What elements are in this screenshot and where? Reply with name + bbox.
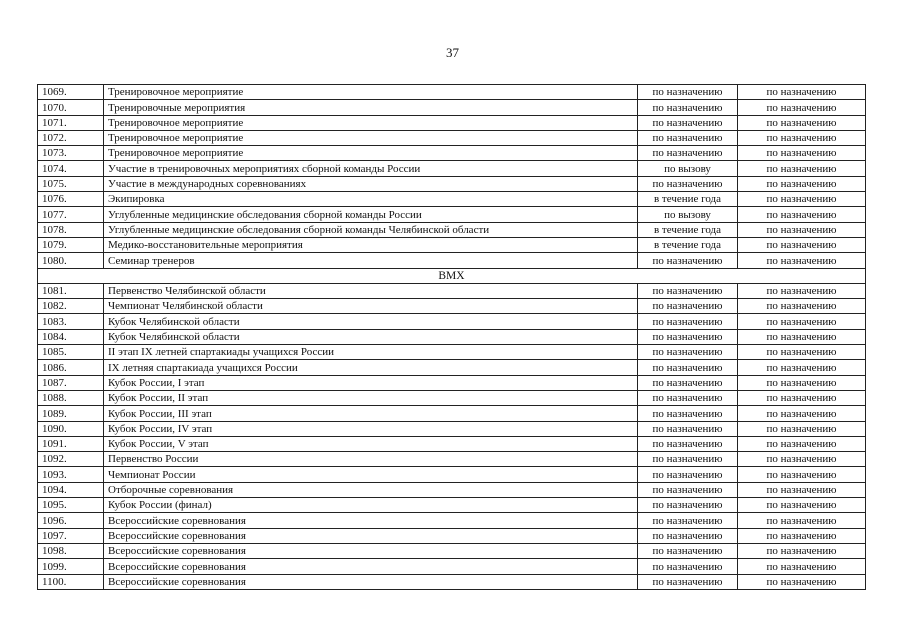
page-number: 37	[446, 45, 459, 60]
event-period-cell: по вызову	[638, 207, 738, 222]
row-number-cell: 1077.	[38, 207, 104, 222]
table-row	[38, 390, 866, 405]
row-number-cell: 1099.	[38, 559, 104, 574]
event-name-cell: Кубок России, II этап	[104, 390, 638, 405]
event-name-cell: Тренировочное мероприятие	[104, 85, 638, 100]
table-row	[38, 467, 866, 482]
table-row	[38, 161, 866, 176]
event-period-cell: по вызову	[638, 161, 738, 176]
row-number-cell: 1091.	[38, 436, 104, 451]
event-place-cell: по назначению	[738, 207, 866, 222]
event-name-cell: Всероссийские соревнования	[104, 559, 638, 574]
event-name-cell: Углубленные медицинские обследования сборной команды Челябинской области	[104, 222, 638, 237]
row-number-cell: 1095.	[38, 498, 104, 513]
event-name-cell: Тренировочные мероприятия	[104, 100, 638, 115]
event-period-cell: по назначению	[638, 452, 738, 467]
row-number-cell: 1075.	[38, 176, 104, 191]
table-row	[38, 299, 866, 314]
table-row	[38, 513, 866, 528]
event-period-cell: по назначению	[638, 360, 738, 375]
event-place-cell: по назначению	[738, 482, 866, 497]
event-name-cell: Кубок России, I этап	[104, 375, 638, 390]
row-number-cell: 1070.	[38, 100, 104, 115]
table-row	[38, 314, 866, 329]
table-row	[38, 345, 866, 360]
event-place-cell: по назначению	[738, 146, 866, 161]
event-place-cell: по назначению	[738, 559, 866, 574]
table-row	[38, 360, 866, 375]
event-place-cell: по назначению	[738, 528, 866, 543]
row-number-cell: 1080.	[38, 253, 104, 268]
event-place-cell: по назначению	[738, 345, 866, 360]
event-place-cell: по назначению	[738, 390, 866, 405]
row-number-cell: 1086.	[38, 360, 104, 375]
event-place-cell: по назначению	[738, 253, 866, 268]
event-name-cell: IX летняя спартакиада учащихся России	[104, 360, 638, 375]
event-period-cell: по назначению	[638, 421, 738, 436]
row-number-cell: 1098.	[38, 543, 104, 558]
row-number-cell: 1072.	[38, 130, 104, 145]
event-period-cell: по назначению	[638, 85, 738, 100]
section-heading-row	[38, 268, 866, 283]
event-place-cell: по назначению	[738, 222, 866, 237]
event-period-cell: в течение года	[638, 192, 738, 207]
event-name-cell: Кубок России (финал)	[104, 498, 638, 513]
event-name-cell: Кубок России, III этап	[104, 406, 638, 421]
event-period-cell: по назначению	[638, 513, 738, 528]
event-place-cell: по назначению	[738, 192, 866, 207]
table-row	[38, 146, 866, 161]
event-period-cell: по назначению	[638, 498, 738, 513]
event-name-cell: Тренировочное мероприятие	[104, 115, 638, 130]
event-name-cell: Участие в тренировочных мероприятиях сборной команды России	[104, 161, 638, 176]
section-title: ВМХ	[38, 268, 866, 283]
event-period-cell: по назначению	[638, 467, 738, 482]
event-place-cell: по назначению	[738, 513, 866, 528]
event-name-cell: Всероссийские соревнования	[104, 513, 638, 528]
row-number-cell: 1100.	[38, 574, 104, 589]
event-place-cell: по назначению	[738, 375, 866, 390]
table-row	[38, 253, 866, 268]
event-name-cell: Кубок России, V этап	[104, 436, 638, 451]
event-period-cell: по назначению	[638, 146, 738, 161]
event-place-cell: по назначению	[738, 360, 866, 375]
event-period-cell: по назначению	[638, 559, 738, 574]
event-name-cell: Семинар тренеров	[104, 253, 638, 268]
event-period-cell: по назначению	[638, 406, 738, 421]
event-period-cell: по назначению	[638, 375, 738, 390]
event-name-cell: Тренировочное мероприятие	[104, 130, 638, 145]
table-row	[38, 574, 866, 589]
event-period-cell: по назначению	[638, 482, 738, 497]
row-number-cell: 1076.	[38, 192, 104, 207]
event-place-cell: по назначению	[738, 467, 866, 482]
event-period-cell: в течение года	[638, 237, 738, 252]
table-row	[38, 421, 866, 436]
event-period-cell: по назначению	[638, 574, 738, 589]
row-number-cell: 1073.	[38, 146, 104, 161]
table-row	[38, 452, 866, 467]
event-name-cell: Углубленные медицинские обследования сборной команды России	[104, 207, 638, 222]
event-period-cell: в течение года	[638, 222, 738, 237]
event-place-cell: по назначению	[738, 161, 866, 176]
event-name-cell: Первенство России	[104, 452, 638, 467]
event-name-cell: Кубок Челябинской области	[104, 329, 638, 344]
row-number-cell: 1097.	[38, 528, 104, 543]
event-place-cell: по назначению	[738, 283, 866, 298]
event-name-cell: Всероссийские соревнования	[104, 528, 638, 543]
table-row	[38, 115, 866, 130]
table-row	[38, 559, 866, 574]
event-place-cell: по назначению	[738, 329, 866, 344]
row-number-cell: 1074.	[38, 161, 104, 176]
event-period-cell: по назначению	[638, 283, 738, 298]
event-name-cell: Кубок России, IV этап	[104, 421, 638, 436]
table-row	[38, 329, 866, 344]
row-number-cell: 1071.	[38, 115, 104, 130]
event-name-cell: Тренировочное мероприятие	[104, 146, 638, 161]
event-period-cell: по назначению	[638, 253, 738, 268]
row-number-cell: 1094.	[38, 482, 104, 497]
row-number-cell: 1083.	[38, 314, 104, 329]
event-name-cell: Чемпионат Челябинской области	[104, 299, 638, 314]
event-place-cell: по назначению	[738, 436, 866, 451]
event-period-cell: по назначению	[638, 528, 738, 543]
event-place-cell: по назначению	[738, 452, 866, 467]
event-place-cell: по назначению	[738, 543, 866, 558]
table-row	[38, 283, 866, 298]
table-row	[38, 100, 866, 115]
event-place-cell: по назначению	[738, 100, 866, 115]
event-place-cell: по назначению	[738, 574, 866, 589]
table-row	[38, 406, 866, 421]
event-period-cell: по назначению	[638, 100, 738, 115]
event-name-cell: Первенство Челябинской области	[104, 283, 638, 298]
event-name-cell: Всероссийские соревнования	[104, 574, 638, 589]
row-number-cell: 1096.	[38, 513, 104, 528]
row-number-cell: 1092.	[38, 452, 104, 467]
event-period-cell: по назначению	[638, 436, 738, 451]
row-number-cell: 1081.	[38, 283, 104, 298]
event-period-cell: по назначению	[638, 130, 738, 145]
event-place-cell: по назначению	[738, 85, 866, 100]
row-number-cell: 1088.	[38, 390, 104, 405]
event-period-cell: по назначению	[638, 329, 738, 344]
event-period-cell: по назначению	[638, 390, 738, 405]
event-period-cell: по назначению	[638, 176, 738, 191]
table-row	[38, 130, 866, 145]
table-row	[38, 498, 866, 513]
event-place-cell: по назначению	[738, 115, 866, 130]
events-table	[37, 84, 866, 590]
event-place-cell: по назначению	[738, 314, 866, 329]
row-number-cell: 1084.	[38, 329, 104, 344]
event-name-cell: II этап IX летней спартакиады учащихся России	[104, 345, 638, 360]
table-row	[38, 207, 866, 222]
event-period-cell: по назначению	[638, 543, 738, 558]
event-name-cell: Экипировка	[104, 192, 638, 207]
event-name-cell: Участие в международных соревнованиях	[104, 176, 638, 191]
event-place-cell: по назначению	[738, 421, 866, 436]
table-row	[38, 222, 866, 237]
event-name-cell: Всероссийские соревнования	[104, 543, 638, 558]
table-row	[38, 237, 866, 252]
row-number-cell: 1093.	[38, 467, 104, 482]
row-number-cell: 1082.	[38, 299, 104, 314]
event-period-cell: по назначению	[638, 299, 738, 314]
table-row	[38, 85, 866, 100]
row-number-cell: 1085.	[38, 345, 104, 360]
table-row	[38, 543, 866, 558]
event-name-cell: Чемпионат России	[104, 467, 638, 482]
events-table-body	[38, 85, 866, 590]
event-name-cell: Медико-восстановительные мероприятия	[104, 237, 638, 252]
event-place-cell: по назначению	[738, 498, 866, 513]
event-period-cell: по назначению	[638, 345, 738, 360]
table-row	[38, 482, 866, 497]
event-place-cell: по назначению	[738, 130, 866, 145]
event-name-cell: Кубок Челябинской области	[104, 314, 638, 329]
event-place-cell: по назначению	[738, 176, 866, 191]
event-place-cell: по назначению	[738, 406, 866, 421]
table-row	[38, 192, 866, 207]
table-row	[38, 176, 866, 191]
row-number-cell: 1069.	[38, 85, 104, 100]
event-period-cell: по назначению	[638, 314, 738, 329]
row-number-cell: 1090.	[38, 421, 104, 436]
event-period-cell: по назначению	[638, 115, 738, 130]
event-place-cell: по назначению	[738, 237, 866, 252]
table-row	[38, 436, 866, 451]
row-number-cell: 1078.	[38, 222, 104, 237]
row-number-cell: 1087.	[38, 375, 104, 390]
row-number-cell: 1089.	[38, 406, 104, 421]
event-place-cell: по назначению	[738, 299, 866, 314]
event-name-cell: Отборочные соревнования	[104, 482, 638, 497]
row-number-cell: 1079.	[38, 237, 104, 252]
table-row	[38, 375, 866, 390]
table-row	[38, 528, 866, 543]
